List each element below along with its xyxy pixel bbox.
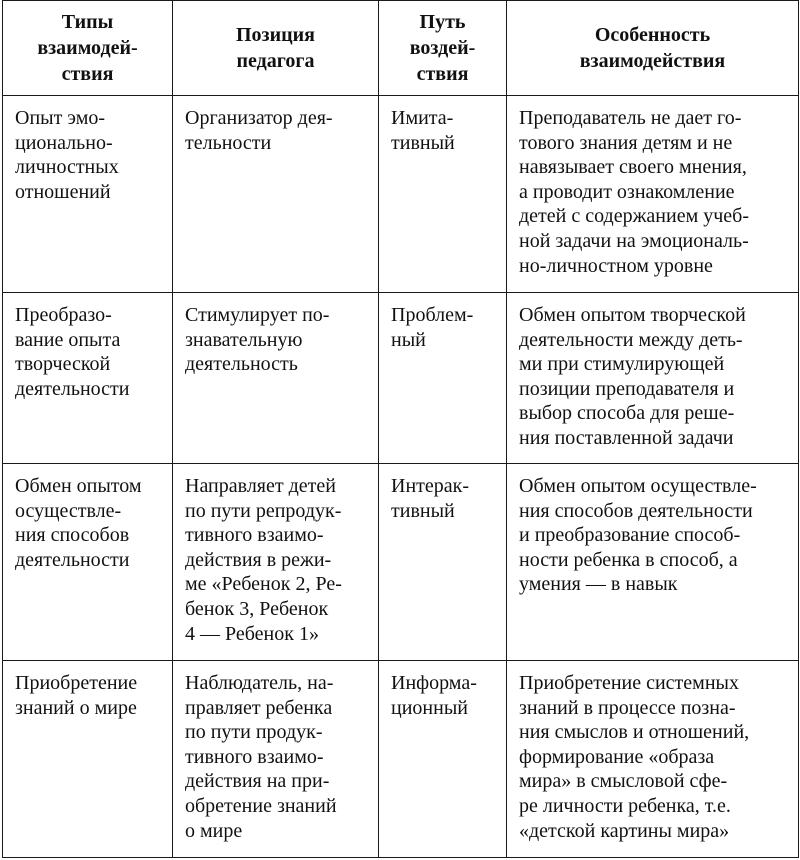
cell-text: Преобразо- вание опыта творческой деятельности (15, 304, 130, 400)
cell-text: Обмен опытом осуществле- ния способов деятельности и преобразование способ- ности ребенка в способ, а умения — в навык (519, 475, 757, 596)
cell-text: Информа- ционный (391, 672, 477, 719)
header-cell-interaction-types (3, 1, 173, 96)
table-row (3, 464, 799, 661)
cell-text: Имита- тивный (391, 107, 455, 154)
header-text: Особенность взаимодействия (579, 24, 726, 72)
table-cell (3, 661, 173, 858)
table-cell (379, 96, 507, 293)
header-cell-interaction-feature (507, 1, 799, 96)
interaction-types-table (2, 0, 799, 858)
table-cell (507, 96, 799, 293)
header-cell-teacher-position (173, 1, 379, 96)
table-row (3, 96, 799, 293)
table-cell (173, 464, 379, 661)
header-cell-influence-path (379, 1, 507, 96)
table-cell (379, 293, 507, 464)
table-cell (3, 96, 173, 293)
table-cell (3, 293, 173, 464)
cell-text: Наблюдатель, на- правляет ребенка по пути продук- тивного взаимо- действия на при- обретение знаний о мире (185, 672, 337, 842)
cell-text: Организатор дея- тельности (185, 107, 333, 154)
header-text: Позиция педагога (236, 24, 315, 72)
cell-text: Стимулирует по- знавательную деятельность (185, 304, 330, 376)
cell-text: Приобретение знаний о мире (15, 672, 138, 719)
table-cell (507, 293, 799, 464)
cell-text: Преподаватель не дает го- тового знания детям и не навязывает своего мнения, а проводит ознакомление детей с содержанием учеб- ной задачи на эмоциональ- но-личностном уровне (519, 107, 750, 277)
cell-text: Опыт эмо- ционально- личностных отношений (15, 107, 119, 203)
cell-text: Приобретение системных знаний в процессе позна- ния смыслов и отношений, формирование «образа мира» в смысловой сфе- ре личности ребенка, т.е. «детской картины мира» (519, 672, 750, 842)
header-row (3, 1, 799, 96)
cell-text: Направляет детей по пути репродук- тивного взаимо- действия в режи- ме «Ребенок 2, Ре- бенок 3, Ребенок 4 — Ребенок 1» (185, 475, 342, 645)
table-row (3, 293, 799, 464)
header-text: Путь воздей- ствия (409, 11, 476, 85)
table-cell (379, 464, 507, 661)
table-cell (507, 661, 799, 858)
table-cell (173, 293, 379, 464)
table-cell (507, 464, 799, 661)
table-cell (173, 96, 379, 293)
table-cell (379, 661, 507, 858)
header-text: Типы взаимодей- ствия (37, 11, 138, 85)
cell-text: Интерак- тивный (391, 475, 470, 522)
cell-text: Обмен опытом осуществле- ния способов деятельности (15, 475, 142, 571)
table-row (3, 661, 799, 858)
table-cell (3, 464, 173, 661)
cell-text: Проблем- ный (391, 304, 474, 351)
table-cell (173, 661, 379, 858)
cell-text: Обмен опытом творческой деятельности между деть- ми при стимулирующей позиции преподавателя и выбор способа для реше- ния поставленной задачи (519, 304, 746, 449)
